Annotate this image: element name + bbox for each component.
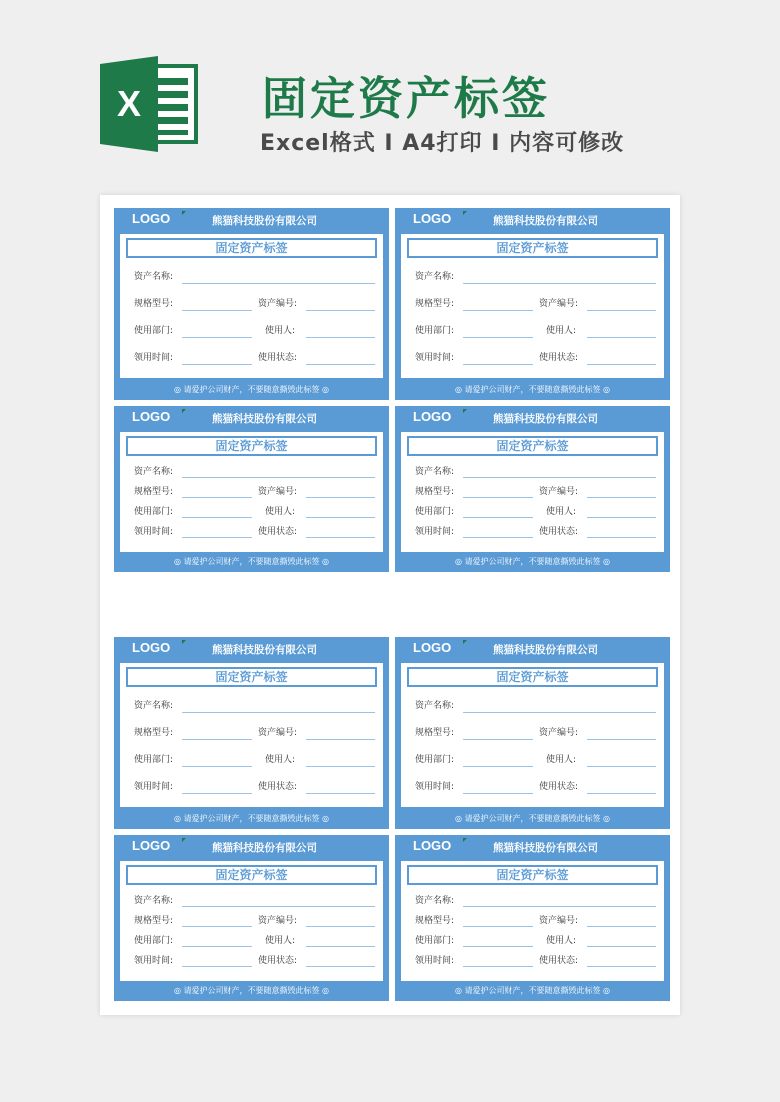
card-header (114, 406, 389, 430)
logo-placeholder: LOGO (132, 838, 171, 853)
asset-name-label: 资产名称: (134, 701, 174, 711)
spec-model-label: 规格型号: (134, 487, 174, 497)
company-name: 熊猫科技股份有限公司 (212, 215, 317, 227)
user-field[interactable] (306, 946, 375, 947)
department-field[interactable] (463, 766, 533, 767)
asset-tag-card (114, 406, 389, 572)
status-label: 使用状态: (258, 782, 298, 792)
department-label: 使用部门: (415, 326, 455, 336)
tag-title: 固定资产标签 (407, 238, 658, 258)
asset-number-label: 资产编号: (258, 916, 298, 926)
tag-title: 固定资产标签 (126, 436, 377, 456)
cell-marker-icon (182, 640, 186, 644)
company-name: 熊猫科技股份有限公司 (212, 842, 317, 854)
asset-name-field[interactable] (182, 712, 375, 713)
department-label: 使用部门: (415, 507, 455, 517)
card-body (120, 234, 383, 378)
tag-title: 固定资产标签 (407, 865, 658, 885)
user-field[interactable] (587, 337, 656, 338)
asset-number-field[interactable] (306, 310, 375, 311)
logo-placeholder: LOGO (132, 409, 171, 424)
receive-time-field[interactable] (182, 966, 252, 967)
asset-name-field[interactable] (463, 477, 656, 478)
asset-name-label: 资产名称: (134, 896, 174, 906)
tag-title: 固定资产标签 (407, 436, 658, 456)
svg-text:X: X (116, 83, 142, 124)
asset-name-label: 资产名称: (415, 272, 455, 282)
asset-name-label: 资产名称: (134, 467, 174, 477)
spec-model-field[interactable] (463, 926, 533, 927)
department-label: 使用部门: (415, 755, 455, 765)
asset-tag-card (395, 406, 670, 572)
card-header (114, 208, 389, 232)
cell-marker-icon (182, 409, 186, 413)
logo-placeholder: LOGO (413, 838, 452, 853)
asset-number-field[interactable] (587, 310, 656, 311)
user-field[interactable] (306, 766, 375, 767)
status-field[interactable] (587, 966, 656, 967)
asset-name-label: 资产名称: (415, 701, 455, 711)
status-field[interactable] (587, 793, 656, 794)
status-field[interactable] (587, 364, 656, 365)
receive-time-label: 领用时间: (134, 956, 174, 966)
department-field[interactable] (182, 517, 252, 518)
card-body (120, 432, 383, 552)
user-label: 使用人: (265, 507, 296, 517)
asset-number-field[interactable] (587, 739, 656, 740)
status-field[interactable] (306, 966, 375, 967)
card-footer: ◎ 请爱护公司财产，不要随意撕毁此标签 ◎ (173, 385, 330, 394)
logo-placeholder: LOGO (132, 640, 171, 655)
asset-number-field[interactable] (306, 739, 375, 740)
spec-model-label: 规格型号: (415, 916, 455, 926)
status-field[interactable] (306, 537, 375, 538)
receive-time-label: 领用时间: (415, 782, 455, 792)
department-field[interactable] (182, 766, 252, 767)
user-field[interactable] (306, 517, 375, 518)
receive-time-field[interactable] (463, 364, 533, 365)
user-label: 使用人: (265, 936, 296, 946)
asset-tag-card (114, 835, 389, 1001)
asset-tag-card (395, 208, 670, 400)
card-body (401, 432, 664, 552)
user-field[interactable] (587, 946, 656, 947)
card-body (401, 861, 664, 981)
spec-model-label: 规格型号: (415, 299, 455, 309)
card-header (395, 835, 670, 859)
card-header (114, 835, 389, 859)
logo-placeholder: LOGO (413, 211, 452, 226)
spec-model-label: 规格型号: (134, 916, 174, 926)
asset-tag-card (395, 637, 670, 829)
logo-placeholder: LOGO (132, 211, 171, 226)
card-body (120, 663, 383, 807)
spec-model-label: 规格型号: (415, 728, 455, 738)
card-body (401, 234, 664, 378)
department-label: 使用部门: (134, 936, 174, 946)
card-header (395, 208, 670, 232)
status-label: 使用状态: (258, 956, 298, 966)
receive-time-field[interactable] (463, 537, 533, 538)
card-footer: ◎ 请爱护公司财产，不要随意撕毁此标签 ◎ (454, 986, 611, 995)
user-field[interactable] (587, 766, 656, 767)
receive-time-label: 领用时间: (415, 527, 455, 537)
spec-model-field[interactable] (463, 310, 533, 311)
department-label: 使用部门: (134, 326, 174, 336)
excel-icon (100, 56, 200, 152)
card-footer: ◎ 请爱护公司财产，不要随意撕毁此标签 ◎ (454, 814, 611, 823)
user-label: 使用人: (265, 326, 296, 336)
receive-time-field[interactable] (182, 537, 252, 538)
spec-model-field[interactable] (463, 497, 533, 498)
logo-placeholder: LOGO (413, 640, 452, 655)
receive-time-label: 领用时间: (134, 527, 174, 537)
asset-number-field[interactable] (587, 926, 656, 927)
card-header (395, 637, 670, 661)
status-field[interactable] (306, 793, 375, 794)
logo-placeholder: LOGO (413, 409, 452, 424)
company-name: 熊猫科技股份有限公司 (212, 644, 317, 656)
status-label: 使用状态: (258, 353, 298, 363)
department-field[interactable] (463, 337, 533, 338)
spec-model-field[interactable] (182, 497, 252, 498)
asset-tag-card (395, 835, 670, 1001)
asset-tag-card (114, 208, 389, 400)
department-field[interactable] (463, 517, 533, 518)
cell-marker-icon (463, 409, 467, 413)
cell-marker-icon (463, 211, 467, 215)
department-field[interactable] (182, 337, 252, 338)
department-label: 使用部门: (134, 507, 174, 517)
card-header (114, 637, 389, 661)
asset-number-label: 资产编号: (258, 299, 298, 309)
receive-time-label: 领用时间: (415, 956, 455, 966)
card-body (401, 663, 664, 807)
asset-name-field[interactable] (463, 906, 656, 907)
receive-time-label: 领用时间: (134, 353, 174, 363)
status-label: 使用状态: (539, 956, 579, 966)
spec-model-label: 规格型号: (134, 299, 174, 309)
company-name: 熊猫科技股份有限公司 (493, 644, 598, 656)
cell-marker-icon (463, 640, 467, 644)
department-field[interactable] (463, 946, 533, 947)
spec-model-label: 规格型号: (415, 487, 455, 497)
asset-name-field[interactable] (463, 712, 656, 713)
tag-title: 固定资产标签 (126, 865, 377, 885)
status-label: 使用状态: (258, 527, 298, 537)
page-title: 固定资产标签 (262, 72, 551, 125)
spec-model-field[interactable] (182, 739, 252, 740)
user-label: 使用人: (546, 755, 577, 765)
receive-time-field[interactable] (463, 793, 533, 794)
user-label: 使用人: (546, 326, 577, 336)
cell-marker-icon (182, 211, 186, 215)
card-footer: ◎ 请爱护公司财产，不要随意撕毁此标签 ◎ (454, 557, 611, 566)
card-footer: ◎ 请爱护公司财产，不要随意撕毁此标签 ◎ (173, 557, 330, 566)
asset-name-label: 资产名称: (415, 467, 455, 477)
status-field[interactable] (587, 537, 656, 538)
receive-time-field[interactable] (182, 793, 252, 794)
asset-number-label: 资产编号: (258, 487, 298, 497)
cell-marker-icon (182, 838, 186, 842)
receive-time-field[interactable] (463, 966, 533, 967)
asset-number-label: 资产编号: (539, 299, 579, 309)
card-footer: ◎ 请爱护公司财产，不要随意撕毁此标签 ◎ (173, 814, 330, 823)
asset-number-label: 资产编号: (258, 728, 298, 738)
asset-number-label: 资产编号: (539, 916, 579, 926)
spec-model-field[interactable] (182, 926, 252, 927)
asset-number-field[interactable] (587, 497, 656, 498)
asset-number-label: 资产编号: (539, 728, 579, 738)
company-name: 熊猫科技股份有限公司 (493, 215, 598, 227)
spec-model-label: 规格型号: (134, 728, 174, 738)
asset-name-field[interactable] (182, 906, 375, 907)
spec-model-field[interactable] (182, 310, 252, 311)
department-label: 使用部门: (134, 755, 174, 765)
asset-number-field[interactable] (306, 926, 375, 927)
asset-name-field[interactable] (182, 477, 375, 478)
page-subtitle: Excel格式 I A4打印 I 内容可修改 (260, 131, 625, 156)
a4-sheet (100, 195, 680, 1015)
asset-name-label: 资产名称: (415, 896, 455, 906)
asset-name-field[interactable] (182, 283, 375, 284)
status-label: 使用状态: (539, 353, 579, 363)
company-name: 熊猫科技股份有限公司 (493, 842, 598, 854)
department-field[interactable] (182, 946, 252, 947)
card-header (395, 406, 670, 430)
user-label: 使用人: (546, 507, 577, 517)
user-label: 使用人: (265, 755, 296, 765)
department-label: 使用部门: (415, 936, 455, 946)
status-field[interactable] (306, 364, 375, 365)
user-field[interactable] (306, 337, 375, 338)
page-header (0, 0, 780, 190)
card-footer: ◎ 请爱护公司财产，不要随意撕毁此标签 ◎ (454, 385, 611, 394)
asset-name-field[interactable] (463, 283, 656, 284)
asset-name-label: 资产名称: (134, 272, 174, 282)
receive-time-field[interactable] (182, 364, 252, 365)
status-label: 使用状态: (539, 782, 579, 792)
asset-number-label: 资产编号: (539, 487, 579, 497)
status-label: 使用状态: (539, 527, 579, 537)
card-footer: ◎ 请爱护公司财产，不要随意撕毁此标签 ◎ (173, 986, 330, 995)
asset-tag-card (114, 637, 389, 829)
user-field[interactable] (587, 517, 656, 518)
company-name: 熊猫科技股份有限公司 (493, 413, 598, 425)
asset-number-field[interactable] (306, 497, 375, 498)
tag-title: 固定资产标签 (407, 667, 658, 687)
cell-marker-icon (463, 838, 467, 842)
receive-time-label: 领用时间: (134, 782, 174, 792)
company-name: 熊猫科技股份有限公司 (212, 413, 317, 425)
tag-title: 固定资产标签 (126, 238, 377, 258)
tag-title: 固定资产标签 (126, 667, 377, 687)
user-label: 使用人: (546, 936, 577, 946)
card-body (120, 861, 383, 981)
receive-time-label: 领用时间: (415, 353, 455, 363)
spec-model-field[interactable] (463, 739, 533, 740)
